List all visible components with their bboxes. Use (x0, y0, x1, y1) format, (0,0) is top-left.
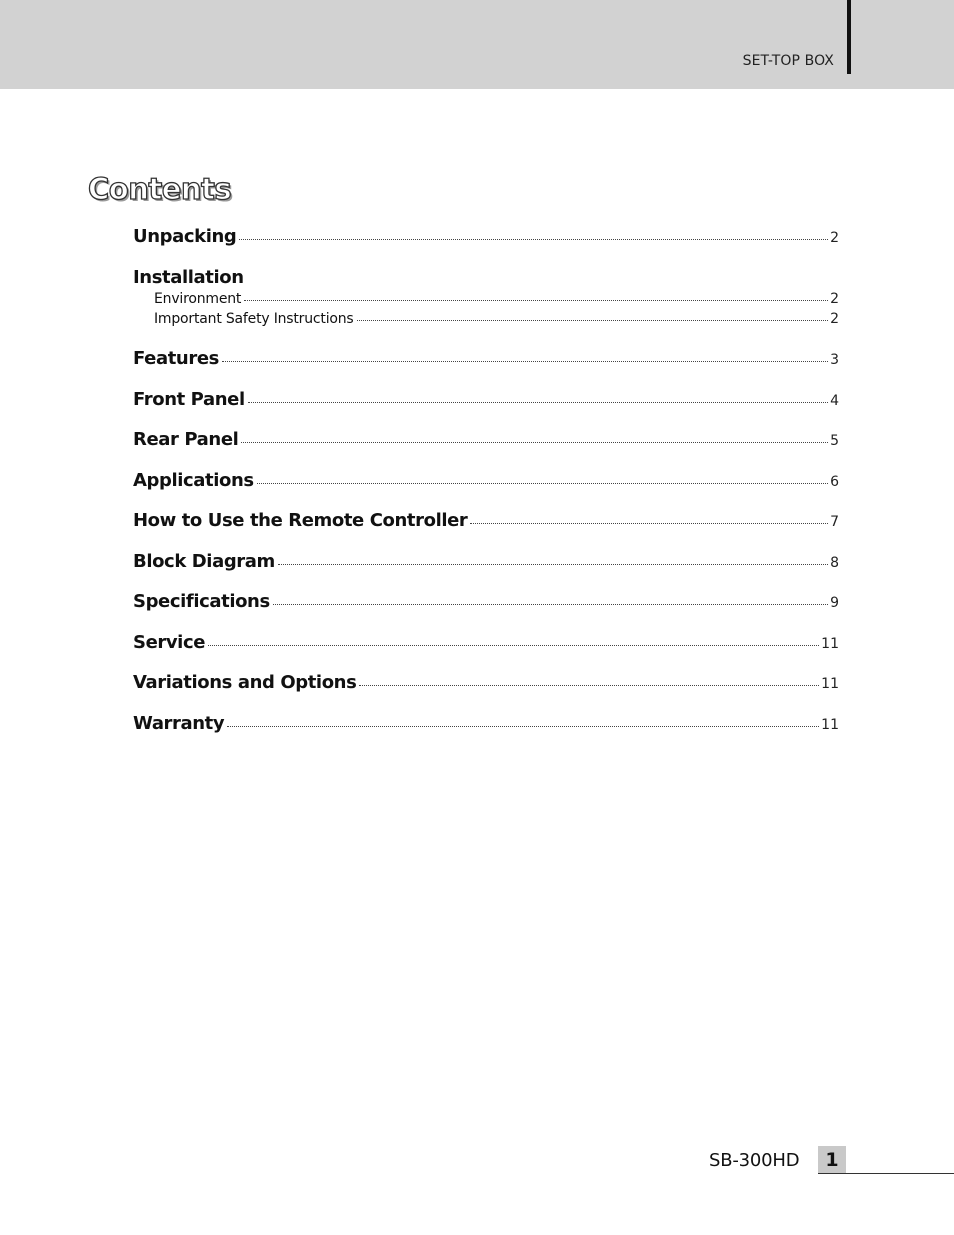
toc-entry-label: Block Diagram (133, 551, 275, 572)
footer-rule (818, 1173, 954, 1174)
dot-leader (241, 442, 828, 443)
footer-page-number: 1 (818, 1146, 846, 1173)
toc-entry-page: 5 (830, 433, 839, 449)
toc-entry-page: 4 (830, 393, 839, 409)
dot-leader (359, 685, 819, 686)
dot-leader (278, 564, 828, 565)
dot-leader (248, 402, 828, 403)
toc-entry-page: 2 (830, 230, 839, 246)
dot-leader (208, 645, 819, 646)
toc-entry-page: 7 (830, 514, 839, 530)
toc-entry-label: Environment (154, 291, 242, 307)
dot-leader (227, 726, 819, 727)
toc-entry-specifications[interactable] (133, 591, 839, 612)
toc-entry-rear-panel[interactable] (133, 429, 839, 450)
toc-entry-label: How to Use the Remote Controller (133, 510, 468, 531)
dot-leader (470, 523, 828, 524)
toc-subentry-environment[interactable] (154, 291, 839, 307)
dot-leader (222, 361, 828, 362)
dot-leader (357, 320, 829, 321)
header-band (0, 0, 954, 89)
footer-model-name: SB-300HD (709, 1150, 800, 1171)
toc-entry-features[interactable] (133, 348, 839, 369)
dot-leader (244, 300, 828, 301)
dot-leader (273, 604, 828, 605)
dot-leader (239, 239, 828, 240)
toc-entry-label: Unpacking (133, 226, 237, 247)
toc-entry-label: Rear Panel (133, 429, 239, 450)
toc-entry-label: Important Safety Instructions (154, 311, 354, 327)
toc-entry-label: Variations and Options (133, 672, 357, 693)
toc-entry-label: Service (133, 632, 206, 653)
toc-entry-block-diagram[interactable] (133, 551, 839, 572)
toc-entry-page: 9 (830, 595, 839, 611)
toc-entry-remote-controller[interactable] (133, 510, 839, 531)
toc-entry-page: 11 (821, 676, 839, 692)
toc-entry-warranty[interactable] (133, 713, 839, 734)
toc-entry-label: Specifications (133, 591, 270, 612)
toc-entry-service[interactable] (133, 632, 839, 653)
toc-entry-installation[interactable] (133, 267, 839, 288)
toc-entry-page: 2 (830, 291, 839, 307)
toc-entry-variations-options[interactable] (133, 672, 839, 693)
toc-entry-page: 2 (830, 311, 839, 327)
toc-entry-page: 6 (830, 474, 839, 490)
toc-subentry-safety-instructions[interactable] (154, 311, 839, 327)
toc-entry-applications[interactable] (133, 470, 839, 491)
header-label: SET-TOP BOX (742, 53, 834, 69)
toc-entry-page: 11 (821, 636, 839, 652)
toc-entry-label: Warranty (133, 713, 225, 734)
toc-entry-front-panel[interactable] (133, 389, 839, 410)
toc-entry-label: Front Panel (133, 389, 245, 410)
toc-entry-page: 3 (830, 352, 839, 368)
dot-leader (257, 483, 828, 484)
toc-entry-label: Features (133, 348, 219, 369)
header-divider (847, 0, 851, 74)
toc-entry-page: 8 (830, 555, 839, 571)
toc-entry-label: Installation (133, 267, 244, 288)
toc-entry-unpacking[interactable] (133, 226, 839, 247)
page-title: Contents (88, 172, 232, 206)
toc-entry-page: 11 (821, 717, 839, 733)
toc-entry-label: Applications (133, 470, 254, 491)
